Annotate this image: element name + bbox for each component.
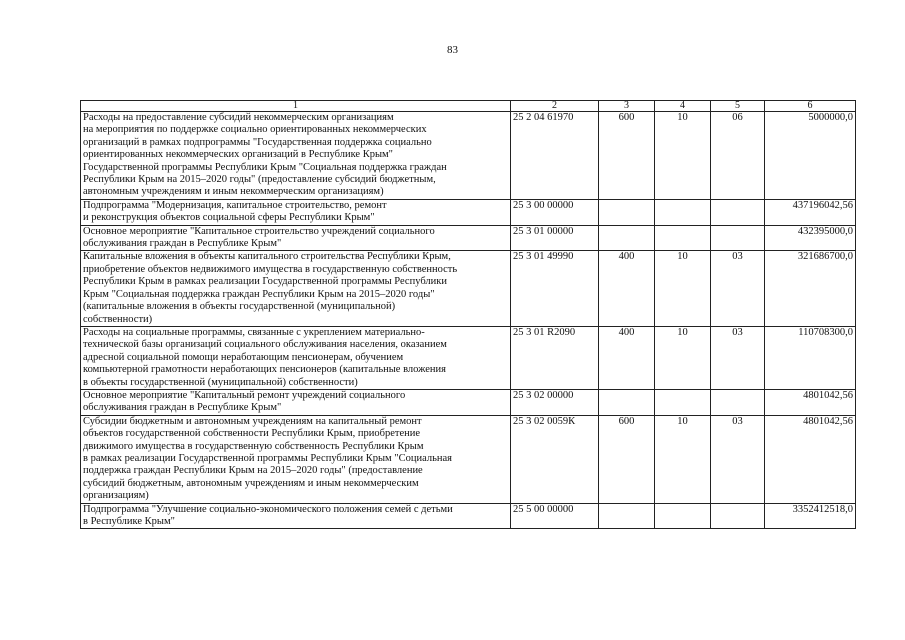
column-header: 1 [81,101,511,112]
row-description [81,326,511,389]
amount-cell: 5000000,0 [765,112,856,200]
expense-type-cell [599,503,655,529]
description-line: субсидий бюджетным, автономным учреждениям и иным некоммерческим [83,477,419,489]
row-description [81,112,511,200]
budget-code-cell: 25 3 01 R2090 [511,326,599,389]
expense-type-cell: 400 [599,326,655,389]
description-line: автономным учреждениям и иным некоммерческим организациям) [83,186,384,198]
subsection-cell: 03 [711,326,765,389]
table-row [81,389,856,415]
table-row [81,112,856,200]
description-line: Подпрограмма "Модернизация, капитальное строительство, ремонт [83,199,387,211]
table-row [81,225,856,251]
expense-type-cell [599,389,655,415]
description-line: и реконструкция объектов социальной сферы Республики Крым" [83,212,375,224]
description-line: объектов государственной собственности Республики Крым, приобретение [83,428,421,440]
budget-code-cell: 25 5 00 00000 [511,503,599,529]
budget-table [80,100,856,529]
amount-cell: 4801042,56 [765,389,856,415]
description-line: организаций в рамках подпрограммы "Государственная поддержка социально [83,136,432,148]
section-cell [655,199,711,225]
expense-type-cell: 400 [599,251,655,326]
column-header: 3 [599,101,655,112]
description-line: в рамках реализации Государственной программы Республики Крым "Социальная [83,452,452,464]
subsection-cell: 06 [711,112,765,200]
row-description [81,225,511,251]
row-description [81,389,511,415]
column-header: 6 [765,101,856,112]
table-row [81,503,856,529]
description-line: Подпрограмма "Улучшение социально-экономического положения семей с детьми [83,503,453,515]
subsection-cell: 03 [711,251,765,326]
description-line: адресной социальной помощи неработающим пенсионерам, обучением [83,351,404,363]
column-header: 4 [655,101,711,112]
expense-type-cell: 600 [599,415,655,503]
description-line: движимого имущества в государственную собственность Республики Крым [83,440,424,452]
budget-code-cell: 25 3 02 0059К [511,415,599,503]
description-line: Крым "Социальная поддержка граждан Республики Крым на 2015–2020 годы" [83,288,435,300]
description-line: в объекты государственной (муниципальной) собственности) [83,376,358,388]
amount-cell: 321686700,0 [765,251,856,326]
row-description [81,251,511,326]
table-header-row [81,101,856,112]
table-row [81,251,856,326]
amount-cell: 4801042,56 [765,415,856,503]
expense-type-cell [599,199,655,225]
row-description [81,199,511,225]
description-line: Расходы на предоставление субсидий некоммерческим организациям [83,112,394,123]
description-line: приобретение объектов недвижимого имущества в государственную собственность [83,263,458,275]
subsection-cell [711,503,765,529]
amount-cell: 437196042,56 [765,199,856,225]
description-line: Республики Крым в рамках реализации Государственной программы Республики [83,276,447,288]
subsection-cell: 03 [711,415,765,503]
page-number: 83 [447,44,458,56]
expense-type-cell: 600 [599,112,655,200]
row-description [81,415,511,503]
description-line: Государственной программы Республики Крым "Социальная поддержка граждан [83,161,447,173]
description-line: Основное мероприятие "Капитальный ремонт учреждений социального [83,389,406,401]
description-line: на мероприятия по поддержке социально ориентированных некоммерческих [83,124,427,136]
budget-code-cell: 25 3 01 49990 [511,251,599,326]
subsection-cell [711,225,765,251]
table-row [81,199,856,225]
description-line: обслуживания граждан в Республике Крым" [83,238,282,250]
table-row [81,326,856,389]
section-cell [655,389,711,415]
description-line: компьютерной грамотности неработающих пенсионеров (капитальные вложения [83,364,446,376]
section-cell: 10 [655,326,711,389]
section-cell [655,503,711,529]
description-line: Республики Крым на 2015–2020 годы" (предоставление субсидий бюджетным, [83,174,436,186]
description-line: обслуживания граждан в Республике Крым" [83,402,282,414]
budget-code-cell: 25 3 01 00000 [511,225,599,251]
table-row [81,415,856,503]
section-cell: 10 [655,251,711,326]
budget-code-cell: 25 3 00 00000 [511,199,599,225]
section-cell: 10 [655,112,711,200]
description-line: Основное мероприятие "Капитальное строительство учреждений социального [83,225,435,237]
description-line: ориентированных некоммерческих организаций в Республике Крым" [83,149,393,161]
section-cell [655,225,711,251]
subsection-cell [711,389,765,415]
row-description [81,503,511,529]
section-cell: 10 [655,415,711,503]
subsection-cell [711,199,765,225]
description-line: в Республике Крым" [83,516,175,527]
column-header: 2 [511,101,599,112]
description-line: Расходы на социальные программы, связанные с укреплением материально- [83,326,425,338]
budget-code-cell: 25 3 02 00000 [511,389,599,415]
description-line: Субсидии бюджетным и автономным учреждениям на капитальный ремонт [83,415,422,427]
amount-cell: 432395000,0 [765,225,856,251]
column-header: 5 [711,101,765,112]
description-line: технической базы организаций социального обслуживания населения, оказанием [83,339,447,351]
budget-code-cell: 25 2 04 61970 [511,112,599,200]
amount-cell: 3352412518,0 [765,503,856,529]
amount-cell: 110708300,0 [765,326,856,389]
expense-type-cell [599,225,655,251]
description-line: поддержка граждан Республики Крым на 2015–2020 годы" (предоставление [83,465,423,477]
description-line: собственности) [83,313,153,325]
description-line: Капитальные вложения в объекты капитального строительства Республики Крым, [83,251,451,263]
description-line: организациям) [83,490,149,502]
description-line: (капитальные вложения в объекты государственной (муниципальной) [83,301,396,313]
